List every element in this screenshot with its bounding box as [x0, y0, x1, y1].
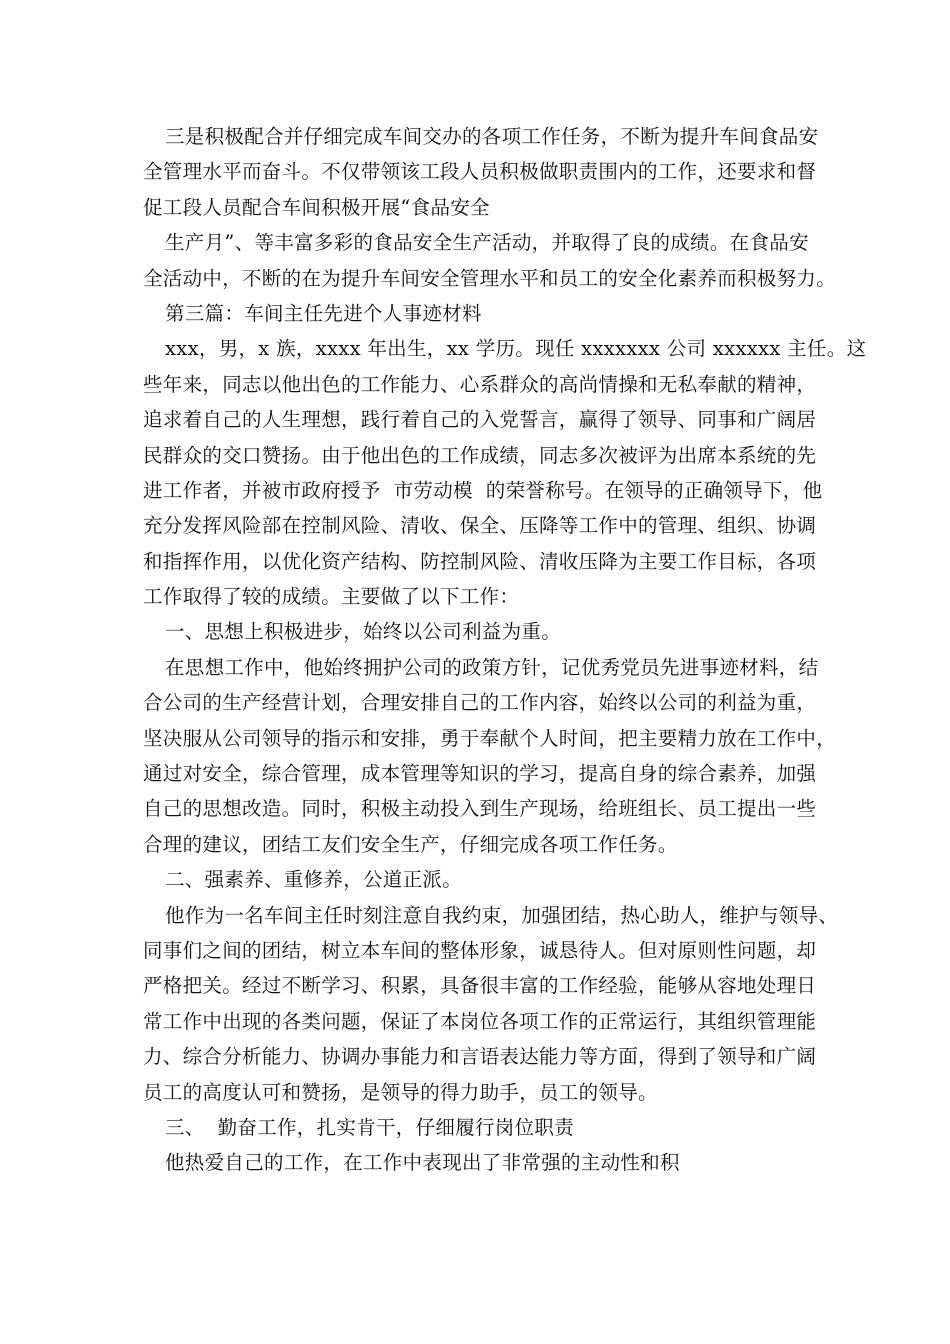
text-line: 民群众的交口赞扬。由于他出色的工作成绩，同志多次被评为出席本系统的先 [143, 443, 817, 467]
text-line: 一、思想上积极进步，始终以公司利益为重。 [165, 620, 562, 644]
text-line: 合公司的生产经营计划，合理安排自己的工作内容，始终以公司的利益为重， [143, 691, 817, 715]
text-line: 他作为一名车间主任时刻注意自我约束，加强团结，热心助人，维护与领导、 [165, 903, 839, 927]
text-line: 充分发挥风险部在控制风险、清收、保全、压降等工作中的管理、组织、协调 [143, 514, 817, 538]
text-line: 合理的建议，团结工友们安全生产，仔细完成各项工作任务。 [143, 832, 678, 856]
text-line: 力、综合分析能力、协调办事能力和言语表达能力等方面，得到了领导和广阔 [143, 1045, 817, 1069]
text-line: 工作取得了较的成绩。主要做了以下工作： [143, 585, 520, 609]
text-line: xxx，男，x 族，xxxx 年出生，xx 学历。现任 xxxxxxx 公司 xxxxxx 主任。这 [165, 337, 867, 361]
text-line: 常工作中出现的各类问题，保证了本岗位各项工作的正常运行，其组织管理能 [143, 1009, 817, 1033]
text-line: 些年来，同志以他出色的工作能力、心系群众的高尚情操和无私奉献的精神， [143, 372, 817, 396]
text-line: 在思想工作中，他始终拥护公司的政策方针，记优秀党员先进事迹材料，结 [165, 655, 819, 679]
text-line: 第三篇：车间主任先进个人事迹材料 [165, 301, 482, 325]
text-line: 生产月”、等丰富多彩的食品安全生产活动，并取得了良的成绩。在食品安 [165, 231, 809, 255]
text-line: 追求着自己的人生理想，践行着自己的入党誓言，赢得了领导、同事和广阔居 [143, 408, 817, 432]
document-body [143, 119, 867, 1181]
text-line: 同事们之间的团结，树立本车间的整体形象，诚恳待人。但对原则性问题，却 [143, 938, 817, 962]
text-line: 三是积极配合并仔细完成车间交办的各项工作任务，不断为提升车间食品安 [165, 125, 819, 148]
text-line: 进工作者，并被市政府授予 市劳动模 的荣誉称号。在领导的正确领导下，他 [143, 478, 823, 502]
text-line: 三、 勤奋工作，扎实肯干，仔细履行岗位职责 [165, 1115, 574, 1139]
text-line: 自己的思想改造。同时，积极主动投入到生产现场，给班组长、员工提出一些 [143, 797, 817, 821]
text-line: 他热爱自己的工作，在工作中表现出了非常强的主动性和积 [165, 1151, 680, 1175]
text-line: 促工段人员配合车间积极开展“食品安全 [143, 195, 490, 219]
text-line: 员工的高度认可和赞扬，是领导的得力助手，员工的领导。 [143, 1080, 658, 1104]
text-line: 全管理水平而奋斗。不仅带领该工段人员积极做职责围内的工作，还要求和督 [143, 160, 817, 184]
text-line: 和指挥作用，以优化资产结构、防控制风险、清收压降为主要工作目标，各项 [143, 549, 817, 573]
text-line: 通过对安全，综合管理，成本管理等知识的学习，提高自身的综合素养，加强 [143, 762, 817, 786]
text-line: 二、强素养、重修养，公道正派。 [165, 868, 463, 892]
text-line: 全活动中，不断的在为提升车间安全管理水平和员工的安全化素养而积极努力。 [143, 266, 837, 290]
text-line: 严格把关。经过不断学习、积累，具备很丰富的工作经验，能够从容地处理日 [143, 974, 817, 998]
text-line: 坚决服从公司领导的指示和安排，勇于奉献个人时间，把主要精力放在工作中， [143, 726, 837, 750]
